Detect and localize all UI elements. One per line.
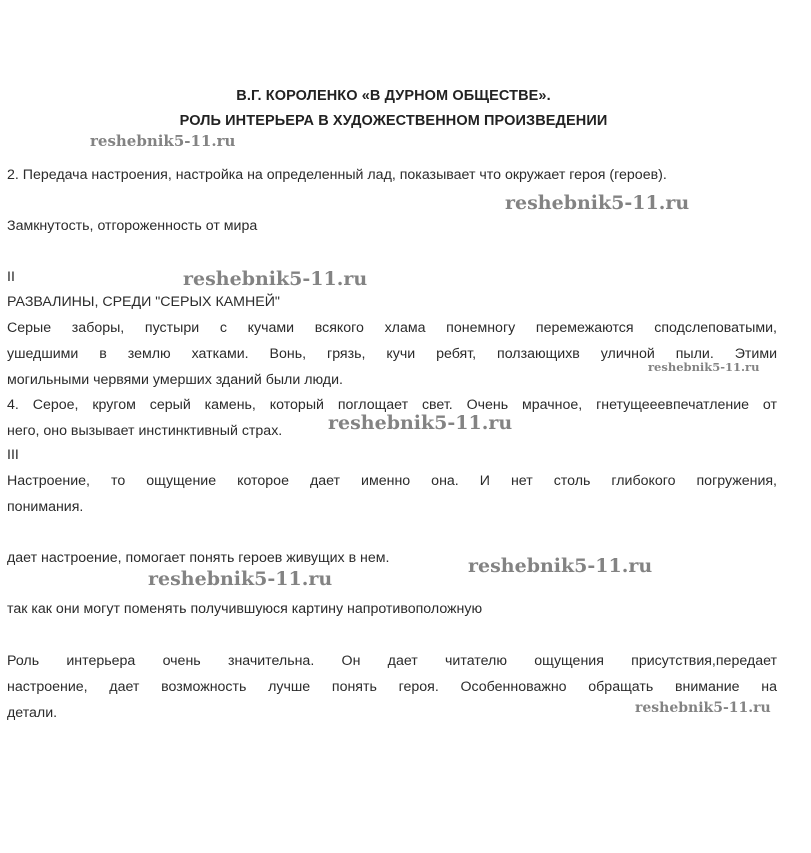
watermark: reshebnik5-11.ru [90, 132, 236, 150]
section-number-3: III [7, 447, 19, 463]
paragraph-10-row: Роль интерьера очень значительна. Он дает читателю ощущения присутствия,передает [7, 653, 777, 669]
watermark: reshebnik5-11.ru [635, 700, 771, 716]
paragraph-9: так как они могут поменять получившуюся картину напротивоположную [7, 601, 483, 617]
paragraph-4 [7, 315, 777, 393]
paragraph-5-row: него, оно вызывает инстинктивный страх. [7, 423, 283, 439]
watermark: reshebnik5-11.ru [648, 360, 760, 374]
watermark: reshebnik5-11.ru [148, 568, 333, 590]
paragraph-4-row: Серые заборы, пустыри с кучами всякого хлама понемногу перемежаются сподслеповатыми, [7, 320, 777, 336]
section-heading: РАЗВАЛИНЫ, СРЕДИ "СЕРЫХ КАМНЕЙ" [7, 294, 280, 310]
watermark: reshebnik5-11.ru [328, 412, 513, 434]
paragraph-7-row: Настроение, то ощущение которое дает именно она. И нет столь глибокого погружения, [7, 473, 777, 489]
paragraph-4-row: могильными червями умерших зданий были люди. [7, 372, 343, 388]
watermark: reshebnik5-11.ru [183, 268, 368, 290]
document-title-line2: РОЛЬ ИНТЕРЬЕРА В ХУДОЖЕСТВЕННОМ ПРОИЗВЕДЕНИИ [179, 113, 608, 129]
paragraph-2: Замкнутость, отгороженность от мира [7, 218, 258, 234]
paragraph-7-row: понимания. [7, 499, 84, 515]
paragraph-8: дает настроение, помогает понять героев живущих в нем. [7, 550, 390, 566]
paragraph-10-row: настроение, дает возможность лучше понять героя. Особенноважно обращать внимание на [7, 679, 777, 695]
paragraph-1: 2. Передача настроения, настройка на определенный лад, показывает что окружает героя (героев). [7, 167, 667, 183]
paragraph-4-row: ушедшими в землю хатками. Вонь, грязь, кучи ребят, ползающихв уличной пыли. Этими [7, 346, 777, 362]
paragraph-7 [7, 468, 777, 520]
watermark: reshebnik5-11.ru [505, 192, 690, 214]
paragraph-5-row: 4. Серое, кругом серый камень, который поглощает свет. Очень мрачное, гнетущееевпечатление от [7, 397, 777, 413]
watermark: reshebnik5-11.ru [468, 555, 653, 577]
paragraph-10-row: детали. [7, 705, 58, 721]
document-title-line1: В.Г. КОРОЛЕНКО «В ДУРНОМ ОБЩЕСТВЕ». [236, 88, 551, 104]
section-number-2: II [7, 269, 15, 285]
